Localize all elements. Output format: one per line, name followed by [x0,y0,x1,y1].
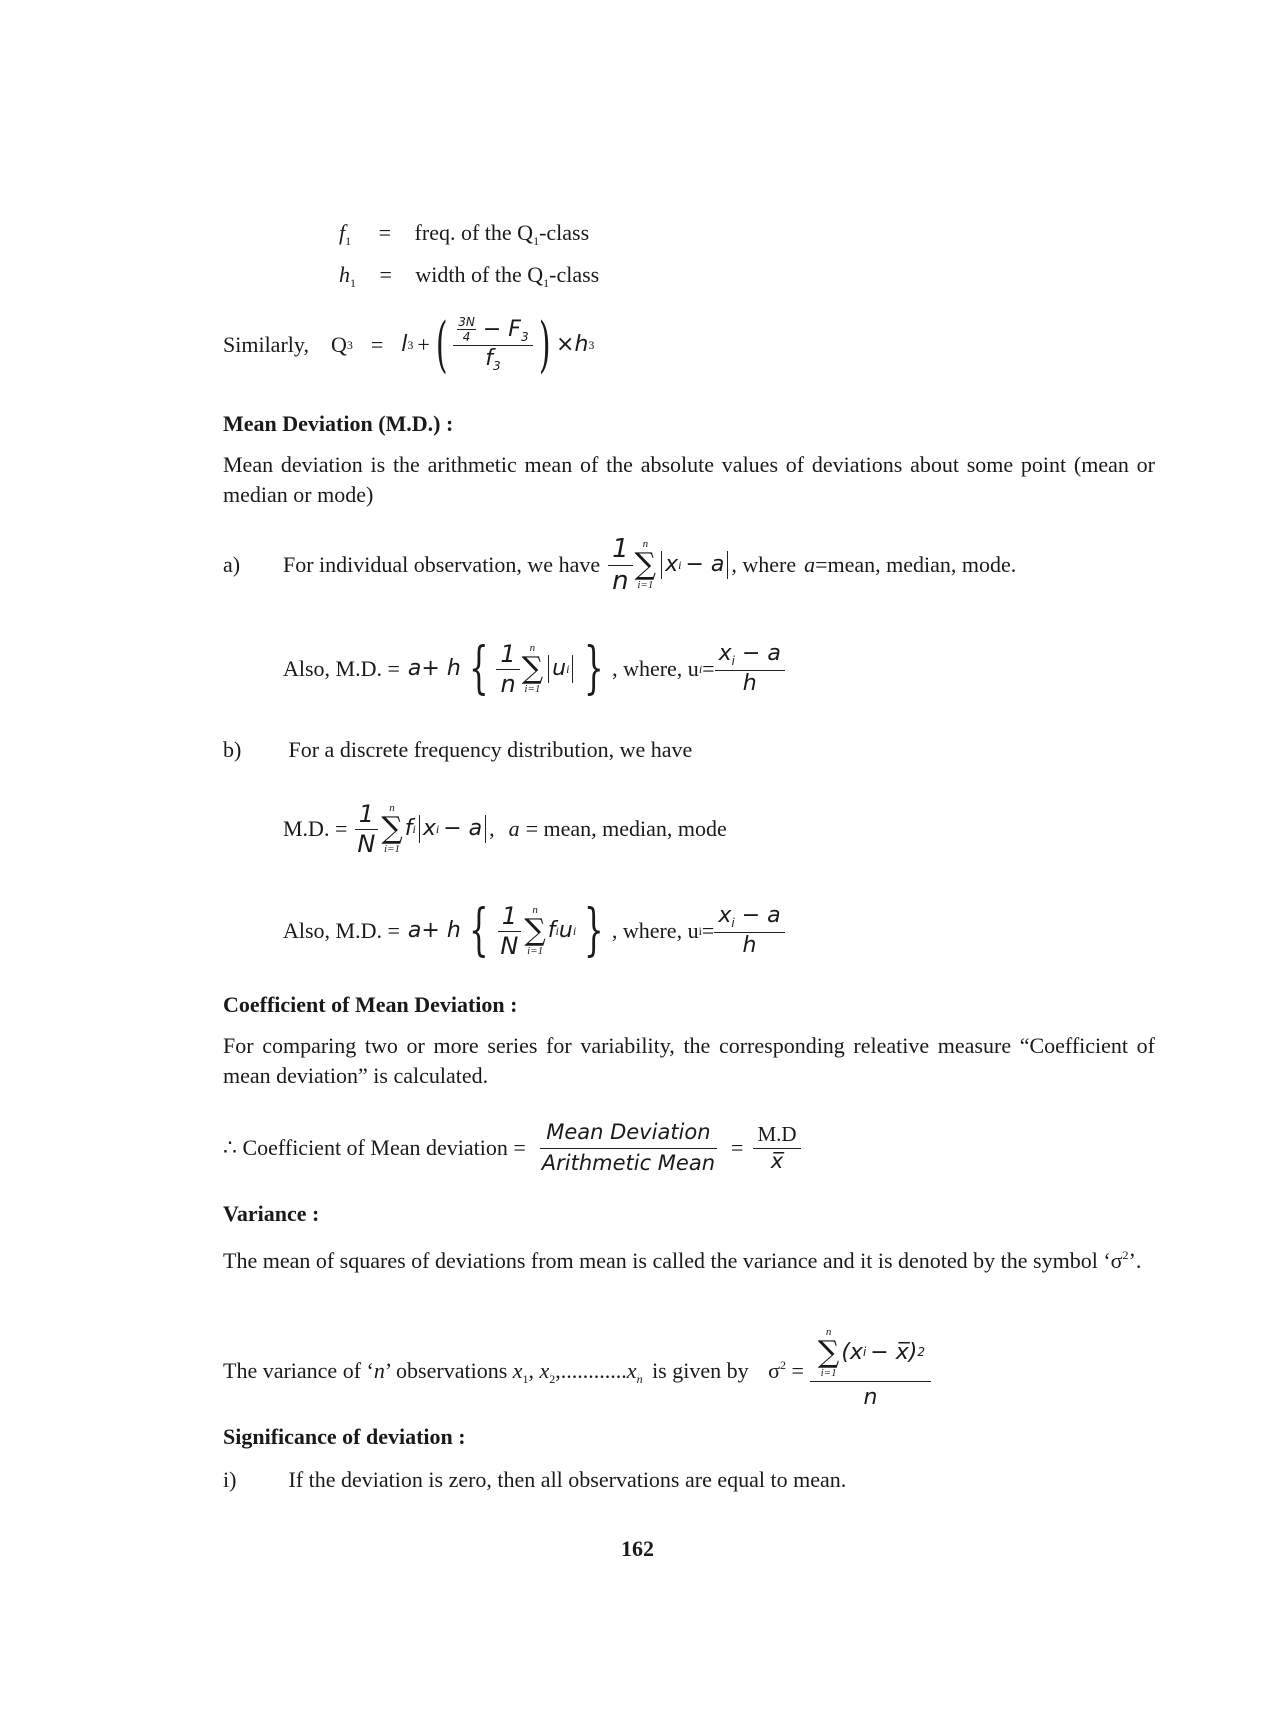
q3-fraction: $\frac{3N}{4}$ − $F_3$ $f_3$ [453,316,532,374]
md-definition: Mean deviation is the arithmetic mean of the absolute values of deviations about some point (mean or median or mode) [223,452,1155,507]
variance-formula: The variance of ‘n’ observations $x_1$, $x_2,............x_n$ is given by $\sigma^2$ = n ∑ i=1 (x i − x̅) 2 n [223,1318,931,1410]
significance-item-i: i) If the deviation is zero, then all observations are equal to mean. [223,1467,847,1492]
h1-definition: $h_1$ = width of the $Q_1$-class [339,262,600,290]
variance-fraction: n ∑ i=1 (x i − x̅) 2 n [810,1327,931,1410]
q3-formula: Similarly, Q 3 = l 3 + ( $\frac{3N}{4}$ − $F_3$ $f_3$ ) ×h 3 [223,309,595,380]
f1-definition: $f_1$ = freq. of the $Q_1$-class [339,220,590,248]
coef-text: For comparing two or more series for variability, the corresponding releative measure “Coefficient of mean deviation” is calculated. [223,1033,1155,1088]
md-item-a: a) For individual observation, we have $\frac{1}{n}$ n ∑ i=1 x i − a , where a =mean, median, mode. [223,533,1017,596]
coef-formula: ∴ Coefficient of Mean deviation = $\frac{\text{Mean Deviation}}{\text{Arithmetic Mean}}$ = $\frac{M.D}{x̅}$ [223,1116,801,1180]
page-number: 162 [621,1536,654,1561]
md-also-b: Also, M.D. = a + h { $\frac{1}{N}$ n ∑ i=1 f i u i } , where, u i = $\frac{x_i - a}{h}$ [283,898,785,964]
md-item-b: b) For a discrete frequency distribution, we have [223,737,693,762]
variance-text: The mean of squares of deviations from mean is called the variance and it is denoted by the symbol ‘$\sigma^2$’. [223,1248,1142,1273]
significance-heading: Significance of deviation : [223,1424,466,1449]
variance-heading: Variance : [223,1201,320,1226]
md-discrete-formula: M.D. = $\frac{1}{N}$ n ∑ i=1 f i x i − a , a = mean, median, mode [283,800,727,858]
md-also-a: Also, M.D. = a + h { $\frac{1}{n}$ n ∑ i=1 u i } , where, u i = $\frac{x_i - a}{h}$ [283,636,785,702]
md-heading: Mean Deviation (M.D.) : [223,411,454,436]
coef-heading: Coefficient of Mean Deviation : [223,992,518,1017]
fraction-1-over-n: $\frac{1}{n}$ [608,535,633,595]
